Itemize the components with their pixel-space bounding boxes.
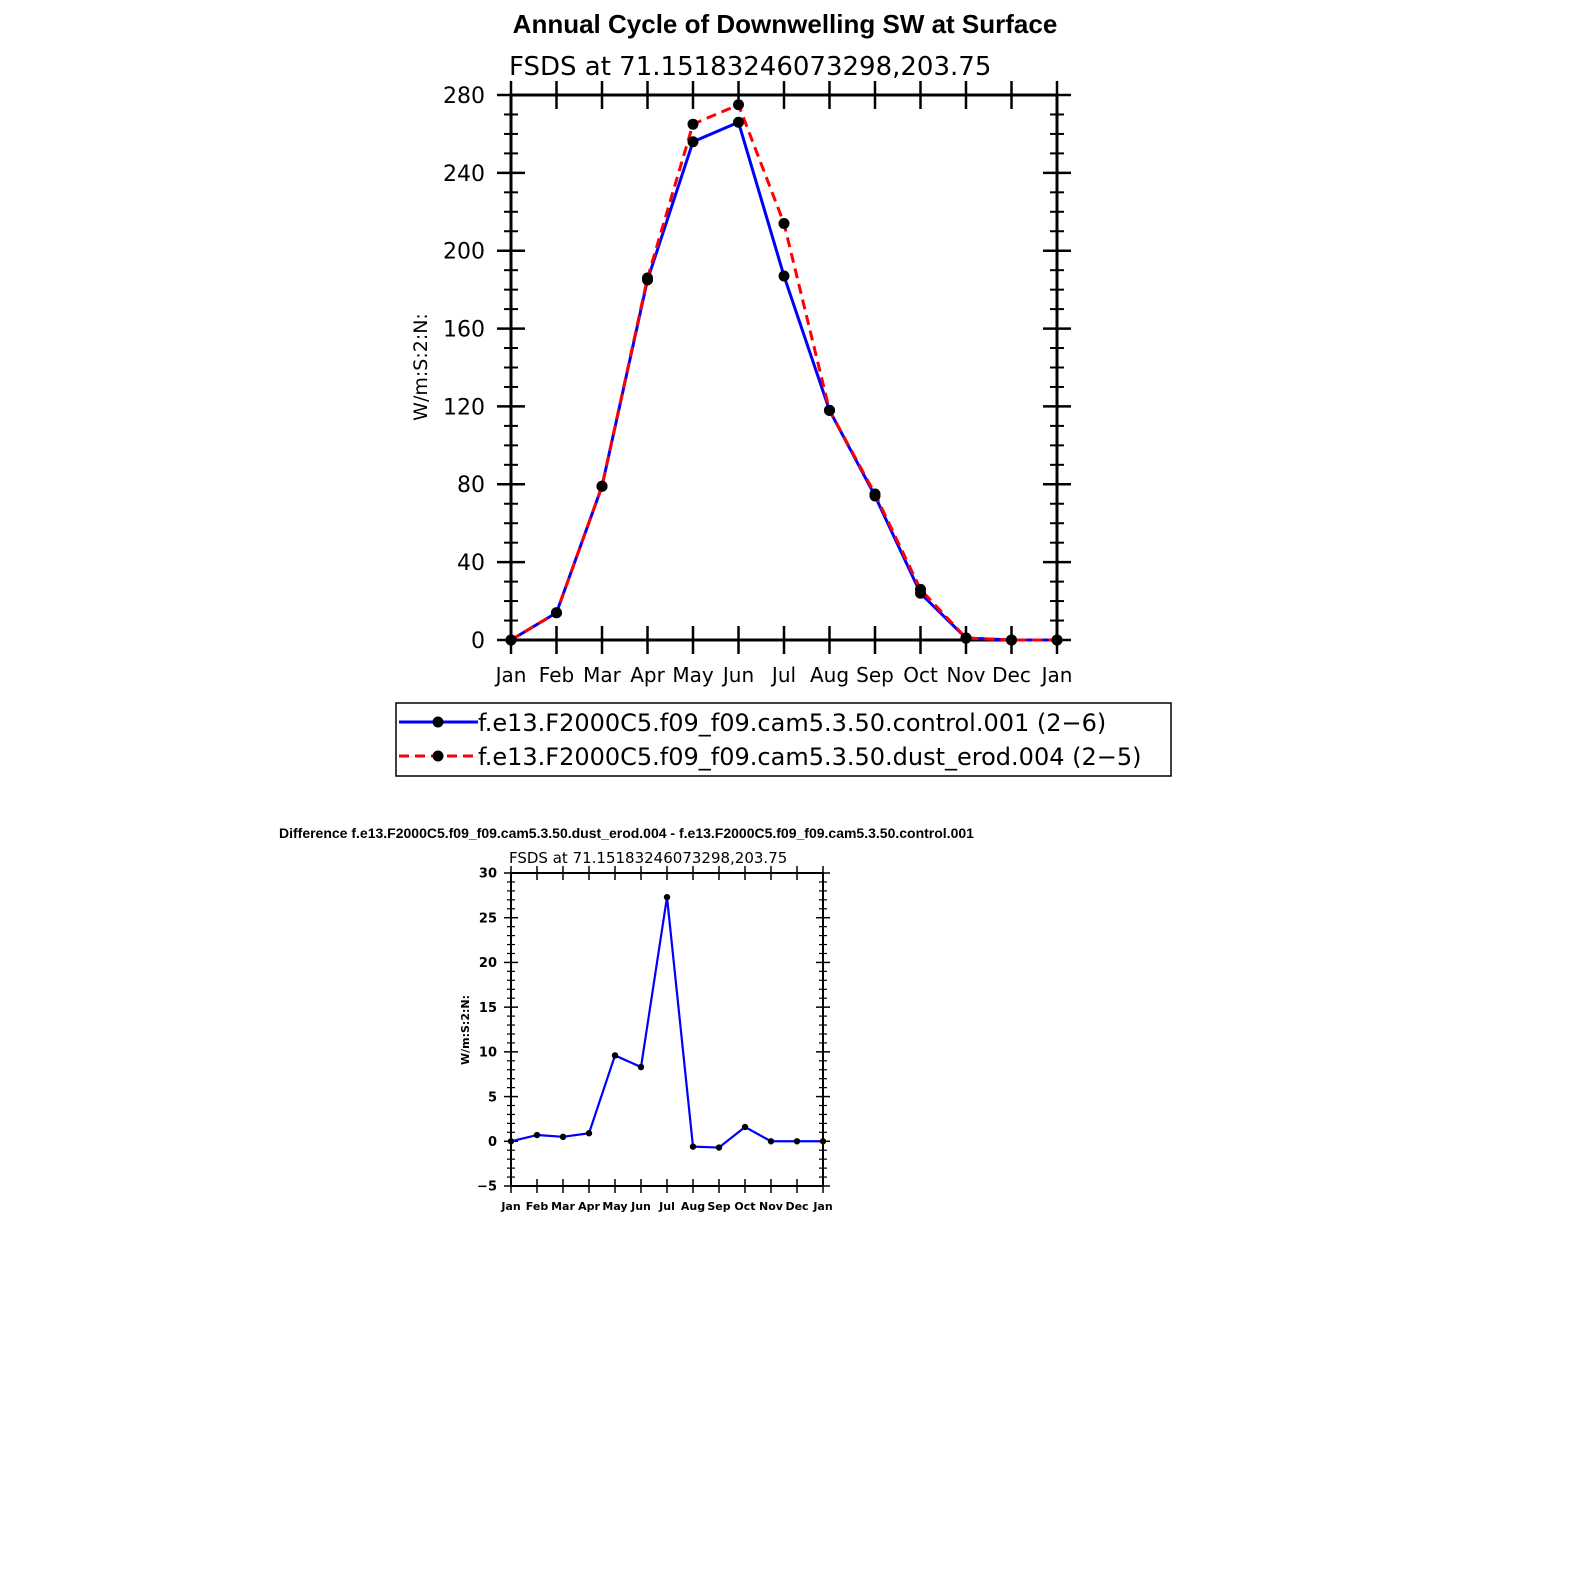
data-point-s0 (794, 1138, 800, 1144)
x-tick-label: Jun (722, 663, 755, 687)
chart1-title: Annual Cycle of Downwelling SW at Surface (512, 9, 1058, 39)
legend-swatch-marker (433, 717, 444, 728)
data-point-s1 (915, 584, 926, 595)
data-point-s1 (961, 633, 972, 644)
y-tick-label: 120 (443, 395, 485, 421)
y-tick-label: 80 (457, 473, 485, 499)
chart1-legend (396, 703, 1171, 776)
data-point-s1 (597, 481, 608, 492)
x-tick-label: Jan (495, 663, 527, 687)
data-point-s1 (824, 405, 835, 416)
data-point-s0 (779, 271, 790, 282)
x-tick-label: Sep (856, 663, 894, 687)
data-point-s0 (716, 1144, 722, 1150)
data-point-s1 (870, 489, 881, 500)
data-point-s0 (688, 136, 699, 147)
x-tick-label: Jun (631, 1200, 651, 1213)
data-point-s0 (586, 1130, 592, 1136)
data-point-s0 (638, 1064, 644, 1070)
y-tick-label: 10 (478, 1045, 497, 1061)
data-point-s0 (742, 1124, 748, 1130)
x-tick-label: Jan (813, 1200, 833, 1213)
x-tick-label: Dec (992, 663, 1031, 687)
data-point-s0 (534, 1132, 540, 1138)
x-tick-label: Sep (707, 1200, 731, 1213)
x-tick-label: Mar (551, 1200, 575, 1213)
data-point-s1 (733, 99, 744, 110)
data-point-s0 (508, 1138, 514, 1144)
chart1-subtitle: FSDS at 71.15183246073298,203.75 (509, 52, 992, 82)
x-tick-label: Jul (659, 1200, 675, 1213)
data-point-s0 (768, 1138, 774, 1144)
x-tick-label: Nov (946, 663, 986, 687)
x-tick-label: Aug (809, 663, 850, 687)
x-tick-label: Jan (1041, 663, 1073, 687)
y-tick-label: 40 (457, 551, 485, 577)
chart1-ylabel: W/m:S:2:N: (410, 313, 432, 421)
y-tick-label: 20 (478, 956, 497, 972)
y-tick-label: 200 (443, 239, 485, 265)
legend-label: f.e13.F2000C5.f09_f09.cam5.3.50.control.001 (2−6) (478, 709, 1107, 737)
data-point-s1 (551, 607, 562, 618)
plot-frame (511, 873, 823, 1186)
y-tick-label: 240 (443, 161, 485, 187)
data-point-s0 (733, 117, 744, 128)
chart1-plot (443, 81, 1072, 687)
data-point-s1 (642, 272, 653, 283)
data-point-s1 (1006, 635, 1017, 646)
x-tick-label: Aug (680, 1200, 706, 1213)
legend-label: f.e13.F2000C5.f09_f09.cam5.3.50.dust_erod.004 (2−5) (478, 743, 1142, 771)
x-tick-label: Feb (525, 1200, 549, 1213)
x-tick-label: Dec (785, 1200, 809, 1213)
x-tick-label: Jul (771, 663, 797, 687)
data-point-s0 (560, 1134, 566, 1140)
y-tick-label: 280 (443, 83, 485, 109)
x-tick-label: Apr (630, 663, 665, 687)
series-line-1 (511, 105, 1057, 640)
y-tick-label: 5 (487, 1090, 497, 1106)
y-tick-label: −5 (477, 1179, 497, 1195)
data-point-s1 (779, 218, 790, 229)
y-tick-label: 30 (478, 866, 497, 882)
data-point-s0 (612, 1052, 618, 1058)
chart2-ylabel: W/m:S:2:N: (459, 995, 472, 1065)
data-point-s1 (1052, 635, 1063, 646)
y-tick-label: 0 (471, 628, 485, 654)
x-tick-label: Apr (578, 1200, 600, 1213)
chart2-plot (477, 866, 833, 1213)
chart2-subtitle: FSDS at 71.15183246073298,203.75 (509, 849, 788, 867)
x-tick-label: May (672, 663, 714, 687)
x-tick-label: Oct (903, 663, 938, 687)
data-point-s1 (506, 635, 517, 646)
data-point-s0 (820, 1138, 826, 1144)
x-tick-label: Oct (734, 1200, 756, 1213)
data-point-s0 (690, 1143, 696, 1149)
chart2-title: Difference f.e13.F2000C5.f09_f09.cam5.3.50.dust_erod.004 - f.e13.F2000C5.f09_f09.cam5.3.50.control.001 (279, 825, 974, 841)
x-tick-label: Jan (501, 1200, 521, 1213)
x-tick-label: Mar (583, 663, 621, 687)
y-tick-label: 15 (478, 1000, 497, 1016)
data-point-s0 (664, 894, 670, 900)
x-tick-label: Feb (538, 663, 575, 687)
series-line-0 (511, 122, 1057, 640)
y-tick-label: 25 (478, 911, 497, 927)
data-point-s1 (688, 119, 699, 130)
legend-swatch-marker (433, 751, 444, 762)
y-tick-label: 0 (487, 1134, 497, 1150)
x-tick-label: May (602, 1200, 628, 1213)
y-tick-label: 160 (443, 317, 485, 343)
plot-frame (511, 95, 1057, 640)
series-line-0 (511, 897, 823, 1147)
x-tick-label: Nov (759, 1200, 783, 1213)
